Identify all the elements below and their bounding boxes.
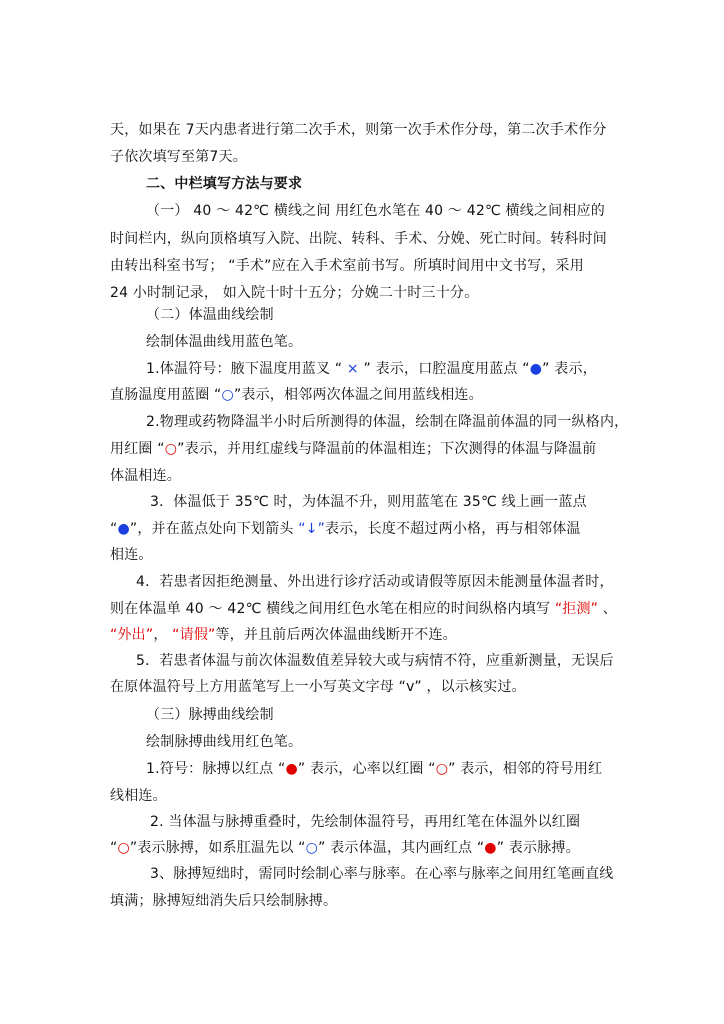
text-span: ” 表示，心率以红圈 “: [297, 761, 436, 777]
paragraph-line: 绘制脉搏曲线用红色笔。: [146, 734, 303, 750]
paragraph-line: 填满；脉搏短绌消失后只绘制脉搏。: [110, 893, 338, 909]
paragraph-line: 时间栏内，纵向顶格填写入院、出院、转科、手术、分娩、死亡时间。转科时间: [110, 231, 607, 247]
paragraph-line: 绘制体温曲线用蓝色笔。: [146, 334, 303, 350]
paragraph-line: 5．若患者体温与前次体温数值差异较大或与病情不符，应重新测量，无误后: [136, 653, 614, 669]
paragraph-line: 2.物理或药物降温半小时后所测得的体温，绘制在降温前体温的同一纵格内，: [146, 414, 629, 430]
red-dot-icon: ●: [285, 761, 298, 777]
red-circle-icon: ○: [164, 441, 178, 457]
text-span: ”表示脉搏，如系肛温先以 “: [129, 840, 306, 856]
text-span: “: [110, 840, 118, 856]
paragraph-line: [146, 760, 602, 778]
paragraph-line: 24 小时制记录， 如入院十时十五分；分娩二十时三十分。: [110, 285, 479, 301]
red-label-waichu: “外出”: [110, 627, 154, 643]
text-span: ” 表示，口腔温度用蓝点 “: [363, 361, 530, 377]
section-heading: 二、中栏填写方法与要求: [146, 176, 303, 192]
text-span: 直肠温度用蓝圈 “: [110, 387, 222, 403]
paragraph-line: 体温相连。: [110, 468, 181, 484]
blue-dot-icon: ●: [117, 521, 130, 537]
blue-circle-icon: ○: [305, 840, 319, 856]
red-label-jujian: “拒测”: [554, 601, 599, 617]
paragraph-line: [110, 839, 580, 857]
paragraph-line: 天，如果在 7天内患者进行第二次手术，则第一次手术作分母，第二次手术作分: [110, 122, 607, 138]
text-span: ”表示，相邻两次体温之间用蓝线相连。: [233, 387, 483, 403]
text-span: ，: [153, 627, 173, 643]
paragraph-line: 在原体温符号上方用蓝笔写上一小写英文字母 “v” ，以示核实过。: [110, 679, 526, 695]
paragraph-line: [146, 360, 597, 378]
text-span: “: [110, 521, 118, 537]
red-circle-icon: ○: [435, 761, 449, 777]
paragraph-line: [110, 626, 457, 644]
text-span: 则在体温单 40 ～ 42℃ 横线之间用红色水笔在相应的时间纵格内填写: [110, 601, 555, 617]
paragraph-line: [110, 440, 596, 458]
text-span: ” 表示脉搏。: [496, 840, 580, 856]
paragraph-line: 3．体温低于 35℃ 时，为体温不升，则用蓝笔在 35℃ 线上画一蓝点: [150, 494, 587, 510]
blue-cross-icon: ×: [342, 361, 364, 377]
paragraph-line: [110, 386, 483, 404]
paragraph-line: 线相连。: [110, 788, 167, 804]
paragraph-line: [110, 520, 581, 538]
text-span: 表示，长度不超过两小格，再与相邻体温: [325, 521, 581, 537]
paragraph-line: 2. 当体温与脉搏重叠时，先绘制体温符号，再用红笔在体温外以红圈: [150, 814, 581, 830]
text-span: 等，并且前后两次体温曲线断开不连。: [215, 627, 457, 643]
paragraph-line: 4．若患者因拒绝测量、外出进行诊疗活动或请假等原因未能测量体温者时，: [136, 574, 614, 590]
text-span: ” 表示，相邻的符号用红: [448, 761, 603, 777]
text-span: ” 表示，: [542, 361, 597, 377]
down-arrow-icon: “↓”: [298, 521, 326, 537]
paragraph-line: （一） 40 ～ 42℃ 横线之间 用红色水笔在 40 ～ 42℃ 横线之间相应的: [146, 203, 605, 219]
text-span: 、: [598, 601, 617, 617]
text-span: 1.符号：脉搏以红点 “: [146, 761, 286, 777]
blue-circle-icon: ○: [221, 387, 234, 403]
paragraph-line: 子依次填写至第7天。: [110, 149, 247, 165]
text-span: 用红圈 “: [110, 441, 165, 457]
text-span: ”表示，并用红虚线与降温前的体温相连；下次测得的体温与降温前: [177, 441, 597, 457]
paragraph-line: 3、脉搏短绌时，需同时绘制心率与脉率。在心率与脉率之间用红笔画直线: [150, 866, 614, 882]
paragraph-line: 相连。: [110, 547, 153, 563]
text-span: 1.体温符号：腋下温度用蓝叉 “: [146, 361, 343, 377]
paragraph-line: [110, 600, 617, 618]
subsection-title: （三）脉搏曲线绘制: [146, 707, 274, 723]
text-span: ” 表示体温，其内画红点 “: [318, 840, 485, 856]
red-label-qingjia: “请假”: [172, 627, 216, 643]
red-circle-icon: ○: [117, 840, 130, 856]
text-span: ”，并在蓝点处向下划箭头: [129, 521, 299, 537]
paragraph-line: 由转出科室书写； “手术”应在入手术室前书写。所填时间用中文书写，采用: [110, 258, 584, 274]
blue-dot-icon: ●: [529, 361, 543, 377]
subsection-title: （二）体温曲线绘制: [146, 307, 274, 323]
red-dot-icon: ●: [484, 840, 497, 856]
